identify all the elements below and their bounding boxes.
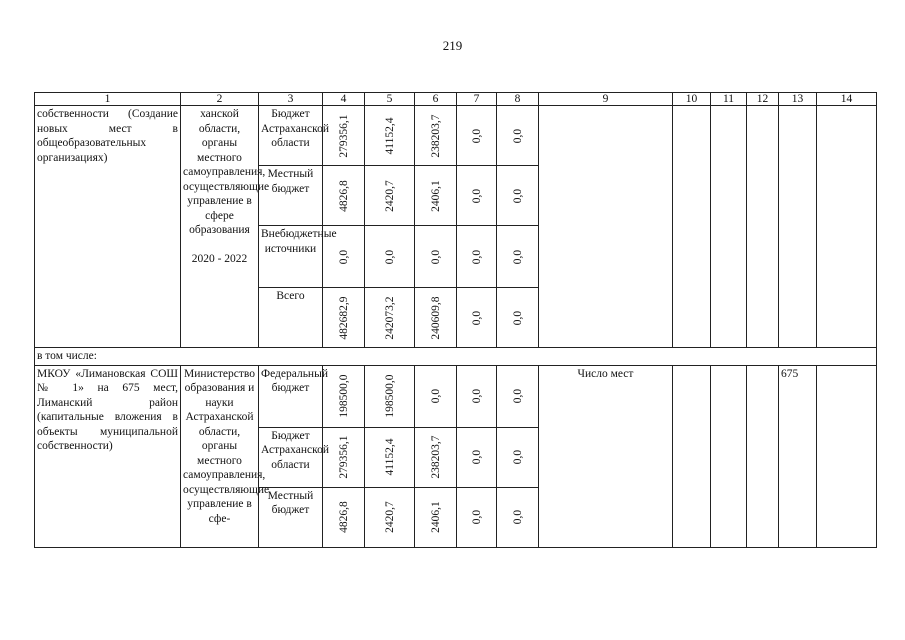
years-period: 2020 - 2022 xyxy=(191,252,248,265)
column-number: 1 xyxy=(35,93,181,106)
column-number-row xyxy=(35,93,877,106)
value-cell xyxy=(457,288,497,348)
funding-source: Всего xyxy=(259,288,323,348)
value-text: 41152,4 xyxy=(383,438,396,476)
value-text: 242073,2 xyxy=(383,295,396,340)
indicator-value: 675 xyxy=(779,365,817,547)
column-number: 7 xyxy=(457,93,497,106)
value-text: 238203,7 xyxy=(429,113,442,158)
value-text: 0,0 xyxy=(470,449,483,465)
funding-source: Федеральный бюджет xyxy=(259,365,323,427)
value-cell xyxy=(497,427,539,487)
value-text: 2420,7 xyxy=(383,179,396,212)
responsible-organization: Министерство образования и науки Астраханской области, органы местного самоуправления, осуществляющие управление в сфе- xyxy=(181,365,259,547)
table-row xyxy=(35,365,877,427)
value-text: 0,0 xyxy=(429,388,442,404)
column-number: 14 xyxy=(817,93,877,106)
value-cell xyxy=(323,288,365,348)
section-label: в том числе: xyxy=(35,348,877,366)
value-cell xyxy=(415,166,457,226)
column-number: 4 xyxy=(323,93,365,106)
value-cell xyxy=(497,487,539,547)
indicator-cell xyxy=(539,106,673,348)
value-text: 0,0 xyxy=(511,188,524,203)
value-cell xyxy=(415,487,457,547)
value-cell xyxy=(415,365,457,427)
column-number: 12 xyxy=(747,93,779,106)
value-cell xyxy=(497,106,539,166)
column-number: 11 xyxy=(711,93,747,106)
value-cell xyxy=(323,427,365,487)
table-row xyxy=(35,106,877,166)
value-text: 240609,8 xyxy=(429,295,442,340)
value-text: 41152,4 xyxy=(383,117,396,154)
measure-description: собственности (Создание новых мест в общеобразовательных организациях) xyxy=(35,106,181,348)
value-text: 0,0 xyxy=(511,310,524,325)
value-cell xyxy=(497,365,539,427)
value-text: 279356,1 xyxy=(337,435,350,479)
value-text: 0,0 xyxy=(511,388,524,404)
funding-source: Местный бюджет xyxy=(259,487,323,547)
value-cell xyxy=(415,106,457,166)
column-number: 3 xyxy=(259,93,323,106)
funding-source: Местный бюджет xyxy=(259,166,323,226)
budget-table xyxy=(34,92,877,548)
funding-source: Бюджет Астраханской области xyxy=(259,106,323,166)
value-cell xyxy=(365,226,415,288)
value-text: 0,0 xyxy=(470,310,483,325)
value-text: 0,0 xyxy=(511,128,524,143)
value-text: 2406,1 xyxy=(429,179,442,212)
value-cell xyxy=(323,166,365,226)
value-cell xyxy=(365,487,415,547)
value-text: 0,0 xyxy=(337,249,350,264)
value-text: 4826,8 xyxy=(337,501,350,533)
value-cell xyxy=(365,106,415,166)
value-cell xyxy=(457,226,497,288)
column-number: 8 xyxy=(497,93,539,106)
value-text: 0,0 xyxy=(470,388,483,404)
empty-cell xyxy=(673,106,711,348)
column-number: 6 xyxy=(415,93,457,106)
empty-cell xyxy=(747,365,779,547)
value-text: 279356,1 xyxy=(337,113,350,158)
value-text: 0,0 xyxy=(429,249,442,264)
value-cell xyxy=(497,166,539,226)
empty-cell xyxy=(711,106,747,348)
value-cell xyxy=(415,427,457,487)
value-cell xyxy=(365,288,415,348)
section-row xyxy=(35,348,877,366)
value-text: 0,0 xyxy=(511,449,524,465)
value-text: 0,0 xyxy=(470,188,483,203)
column-number: 2 xyxy=(181,93,259,106)
empty-cell xyxy=(817,106,877,348)
organization-text: ханской области, органы местного самоуправления, осуществляющие управление в сфере образования xyxy=(183,108,270,236)
value-cell xyxy=(457,365,497,427)
empty-cell xyxy=(779,106,817,348)
value-text: 198500,0 xyxy=(337,374,350,418)
value-text: 2420,7 xyxy=(383,501,396,533)
value-text: 0,0 xyxy=(470,249,483,264)
value-text: 0,0 xyxy=(383,249,396,264)
value-text: 238203,7 xyxy=(429,435,442,479)
column-number: 10 xyxy=(673,93,711,106)
value-cell xyxy=(323,365,365,427)
value-text: 4826,8 xyxy=(337,179,350,212)
page-number: 219 xyxy=(442,38,463,53)
empty-cell xyxy=(711,365,747,547)
value-cell xyxy=(415,288,457,348)
value-cell xyxy=(457,487,497,547)
empty-cell xyxy=(673,365,711,547)
value-cell xyxy=(323,487,365,547)
indicator-name: Число мест xyxy=(539,365,673,547)
value-cell xyxy=(457,427,497,487)
value-cell xyxy=(457,106,497,166)
value-text: 0,0 xyxy=(511,509,524,525)
value-text: 0,0 xyxy=(470,128,483,143)
empty-cell xyxy=(817,365,877,547)
value-text: 2406,1 xyxy=(429,501,442,533)
funding-source: Внебюджетные источники xyxy=(259,226,323,288)
value-cell xyxy=(365,365,415,427)
value-cell xyxy=(497,288,539,348)
column-number: 5 xyxy=(365,93,415,106)
value-text: 0,0 xyxy=(470,509,483,525)
value-cell xyxy=(323,226,365,288)
value-cell xyxy=(323,106,365,166)
value-cell xyxy=(497,226,539,288)
column-number: 9 xyxy=(539,93,673,106)
measure-description: МКОУ «Лимановская СОШ № 1» на 675 мест, Лиманский район (капитальные вложения в объекты муниципальной собственности) xyxy=(35,365,181,547)
value-cell xyxy=(457,166,497,226)
value-cell xyxy=(365,427,415,487)
funding-source: Бюджет Астраханской области xyxy=(259,427,323,487)
value-text: 0,0 xyxy=(511,249,524,264)
value-cell xyxy=(415,226,457,288)
empty-cell xyxy=(747,106,779,348)
value-cell xyxy=(365,166,415,226)
value-text: 482682,9 xyxy=(337,295,350,340)
value-text: 198500,0 xyxy=(383,374,396,418)
responsible-organization xyxy=(181,106,270,348)
column-number: 13 xyxy=(779,93,817,106)
